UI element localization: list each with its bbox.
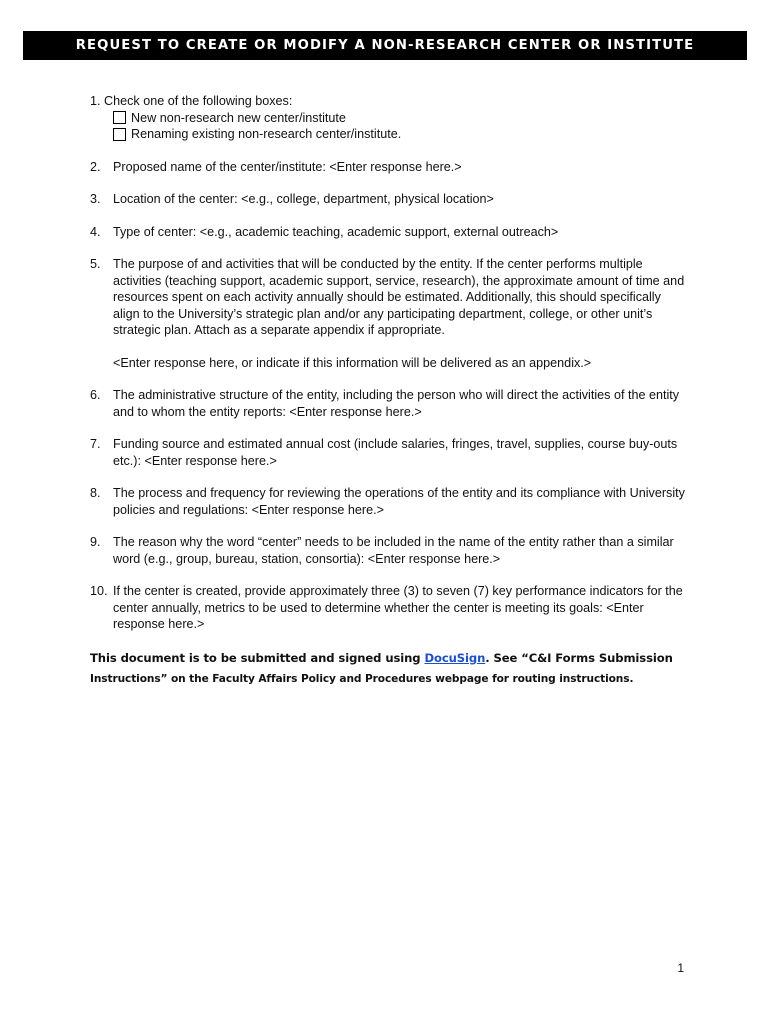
question-7: [90, 436, 690, 469]
question-2: [90, 159, 690, 176]
page-number: 1: [677, 961, 684, 975]
question-2-text[interactable]: Proposed name of the center/institute: <Enter response here.>: [113, 159, 462, 174]
question-7-text[interactable]: Funding source and estimated annual cost (include salaries, fringes, travel, supplies, course buy-outs etc.): <Enter response here.>: [113, 437, 678, 468]
question-10-text[interactable]: If the center is created, provide approximately three (3) to seven (7) key performance indicators for the center annually, metrics to be used to determine whether the center is meeting its goals: <Enter response here.>: [113, 584, 683, 631]
option-rename-center-label: Renaming existing non-research center/institute.: [131, 127, 402, 141]
question-6-text[interactable]: The administrative structure of the entity, including the person who will direct the activities of the entity and to whom the entity reports: <Enter response here.>: [113, 388, 680, 419]
question-5: [90, 256, 690, 339]
question-10: [90, 583, 690, 633]
question-9: [90, 534, 690, 567]
question-6: [90, 387, 690, 420]
question-4-number: 4.: [90, 224, 101, 239]
submission-note-part2: . See “C&I Forms Submission: [485, 650, 673, 665]
question-8: [90, 485, 690, 518]
question-4: [90, 224, 690, 241]
submission-note-part3: Instructions” on the Faculty Affairs Policy and Procedures webpage for routing instructions.: [90, 672, 634, 685]
submission-note: [90, 648, 690, 689]
option-rename-center[interactable]: [113, 126, 690, 143]
document-title: REQUEST TO CREATE OR MODIFY A NON-RESEARCH CENTER OR INSTITUTE: [23, 31, 747, 60]
question-5-number: 5.: [90, 257, 101, 271]
question-2-number: 2.: [90, 159, 101, 174]
question-8-number: 8.: [90, 486, 101, 500]
question-10-number: 10.: [90, 584, 108, 598]
question-9-text[interactable]: The reason why the word “center” needs to be included in the name of the entity rather than a similar word (e.g., group, bureau, station, consortia): <Enter response here.>: [113, 535, 674, 566]
question-1-label: 1. Check one of the following boxes:: [90, 94, 293, 108]
submission-note-part1: This document is to be submitted and signed using: [90, 650, 425, 665]
question-6-number: 6.: [90, 388, 101, 402]
option-new-center[interactable]: [113, 110, 690, 127]
question-3-text[interactable]: Location of the center: <e.g., college, department, physical location>: [113, 192, 494, 206]
question-4-text[interactable]: Type of center: <e.g., academic teaching, academic support, external outreach>: [113, 224, 559, 239]
question-3-number: 3.: [90, 192, 101, 206]
rename-center-checkbox[interactable]: [113, 128, 126, 141]
question-9-number: 9.: [90, 535, 101, 549]
question-5-response[interactable]: <Enter response here, or indicate if this information will be delivered as an appendix.>: [113, 355, 592, 370]
question-8-text[interactable]: The process and frequency for reviewing the operations of the entity and its compliance with University policies and regulations: <Enter response here.>: [113, 486, 685, 517]
option-new-center-label: New non-research new center/institute: [131, 110, 346, 125]
question-5-text: The purpose of and activities that will be conducted by the entity. If the center performs multiple activities (teaching support, academic support, service, research), the approximate amount of time and resources spent on each activity annually should be estimated. Additionally, this should specifically align to the University’s strategic plan and/or any participating department, college, or other unit’s strategic plan. Attach as a separate appendix if appropriate.: [113, 257, 685, 337]
question-3: [90, 191, 690, 208]
form-body: [90, 93, 690, 689]
new-center-checkbox[interactable]: [113, 111, 126, 124]
question-7-number: 7.: [90, 437, 101, 451]
docusign-link[interactable]: DocuSign: [424, 650, 486, 665]
